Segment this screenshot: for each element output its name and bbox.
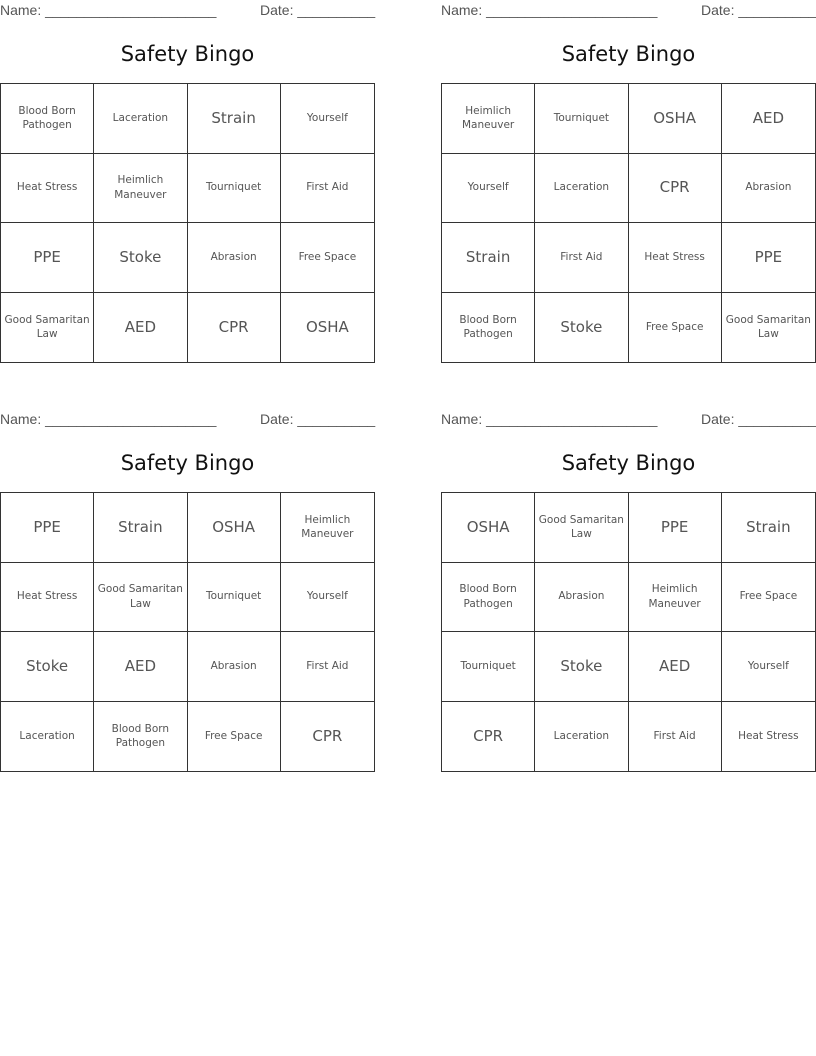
bingo-card-3 xyxy=(0,409,375,769)
bingo-cell: CPR xyxy=(312,726,343,745)
bingo-cell: Heat Stress xyxy=(738,729,799,742)
bingo-cell: CPR xyxy=(442,702,535,772)
bingo-cell: PPE xyxy=(1,493,94,563)
bingo-grid xyxy=(0,83,375,363)
bingo-cell: Free Space xyxy=(722,563,815,633)
card-title: Safety Bingo xyxy=(120,42,255,66)
bingo-cell: First Aid xyxy=(629,702,722,772)
bingo-cell: First Aid xyxy=(535,223,628,293)
bingo-cell: PPE xyxy=(629,493,722,563)
bingo-cell: AED xyxy=(94,632,187,702)
bingo-cell: Free Space xyxy=(629,293,722,363)
bingo-cell: Tourniquet xyxy=(188,563,281,633)
name-field[interactable]: Name: ______________________ xyxy=(441,411,658,427)
bingo-cell: Free Space xyxy=(281,223,374,293)
name-field[interactable]: Name: ______________________ xyxy=(441,2,658,18)
bingo-cell: Yourself xyxy=(281,84,374,154)
bingo-cell: OSHA xyxy=(442,493,535,563)
bingo-cell: Strain xyxy=(94,493,187,563)
bingo-cell: Heimlich Maneuver xyxy=(94,154,187,224)
date-field[interactable]: Date: __________ xyxy=(701,411,816,427)
bingo-cell: Stoke xyxy=(535,293,628,363)
bingo-card-2 xyxy=(441,0,816,360)
bingo-cell: Good Samaritan Law xyxy=(725,313,811,341)
bingo-cell: Good Samaritan Law xyxy=(535,493,628,563)
bingo-cell: Abrasion xyxy=(535,563,628,633)
bingo-cell: Laceration xyxy=(535,154,628,224)
bingo-cell: Heat Stress xyxy=(1,563,94,633)
bingo-cell: Abrasion xyxy=(188,632,281,702)
bingo-cell: Blood Born Pathogen xyxy=(1,84,94,154)
card-header xyxy=(0,2,375,20)
bingo-cell: OSHA xyxy=(188,493,281,563)
bingo-card-1 xyxy=(0,0,375,360)
bingo-cell: Blood Born Pathogen xyxy=(442,563,535,633)
bingo-cell: Heimlich Maneuver xyxy=(442,84,535,154)
bingo-cell: Good Samaritan Law xyxy=(1,293,94,363)
bingo-cell: Blood Born Pathogen xyxy=(94,702,187,772)
bingo-grid xyxy=(441,83,816,363)
bingo-cell: Heat Stress xyxy=(629,223,722,293)
bingo-cell: Blood Born Pathogen xyxy=(442,293,535,363)
bingo-cell: Yourself xyxy=(722,632,815,702)
bingo-cell: Stoke xyxy=(94,223,187,293)
bingo-cell: First Aid xyxy=(281,632,374,702)
name-field[interactable]: Name: ______________________ xyxy=(0,411,217,427)
bingo-cell: Abrasion xyxy=(188,223,281,293)
bingo-cell: Good Samaritan Law xyxy=(94,563,187,633)
bingo-cell: AED xyxy=(629,632,722,702)
bingo-cell: Strain xyxy=(722,493,815,563)
bingo-cell: Yourself xyxy=(281,563,374,633)
bingo-grid xyxy=(0,492,375,772)
card-header xyxy=(0,411,375,429)
bingo-cell: Tourniquet xyxy=(188,154,281,224)
bingo-card-4 xyxy=(441,409,816,769)
bingo-cell: Yourself xyxy=(442,154,535,224)
card-title: Safety Bingo xyxy=(120,451,255,475)
bingo-cell: AED xyxy=(94,293,187,363)
bingo-cell: CPR xyxy=(629,154,722,224)
bingo-cell: Heimlich Maneuver xyxy=(629,563,722,633)
bingo-cell: Laceration xyxy=(1,702,94,772)
bingo-cell: Stoke xyxy=(535,632,628,702)
bingo-cell: PPE xyxy=(1,223,94,293)
bingo-cell: CPR xyxy=(188,293,281,363)
bingo-cell: PPE xyxy=(722,223,815,293)
bingo-cell: Heat Stress xyxy=(1,154,94,224)
bingo-cell: First Aid xyxy=(281,154,374,224)
date-field[interactable]: Date: __________ xyxy=(260,2,376,18)
bingo-cell: Tourniquet xyxy=(535,84,628,154)
bingo-cell: Stoke xyxy=(1,632,94,702)
bingo-cell: Laceration xyxy=(94,84,187,154)
bingo-cell: Strain xyxy=(188,84,281,154)
date-field[interactable]: Date: __________ xyxy=(701,2,816,18)
bingo-cell: OSHA xyxy=(305,317,349,336)
bingo-cell: Strain xyxy=(442,223,535,293)
card-header xyxy=(441,411,816,429)
bingo-cell: Heimlich Maneuver xyxy=(281,493,374,563)
bingo-cell: Free Space xyxy=(188,702,281,772)
date-field[interactable]: Date: __________ xyxy=(260,411,376,427)
card-title: Safety Bingo xyxy=(561,42,696,66)
bingo-grid xyxy=(441,492,816,772)
bingo-cell: Laceration xyxy=(535,702,628,772)
bingo-cell: Tourniquet xyxy=(442,632,535,702)
bingo-cell: AED xyxy=(722,84,815,154)
card-title: Safety Bingo xyxy=(561,451,696,475)
bingo-cell: Abrasion xyxy=(722,154,815,224)
name-field[interactable]: Name: ______________________ xyxy=(0,2,217,18)
card-header xyxy=(441,2,816,20)
bingo-cell: OSHA xyxy=(629,84,722,154)
